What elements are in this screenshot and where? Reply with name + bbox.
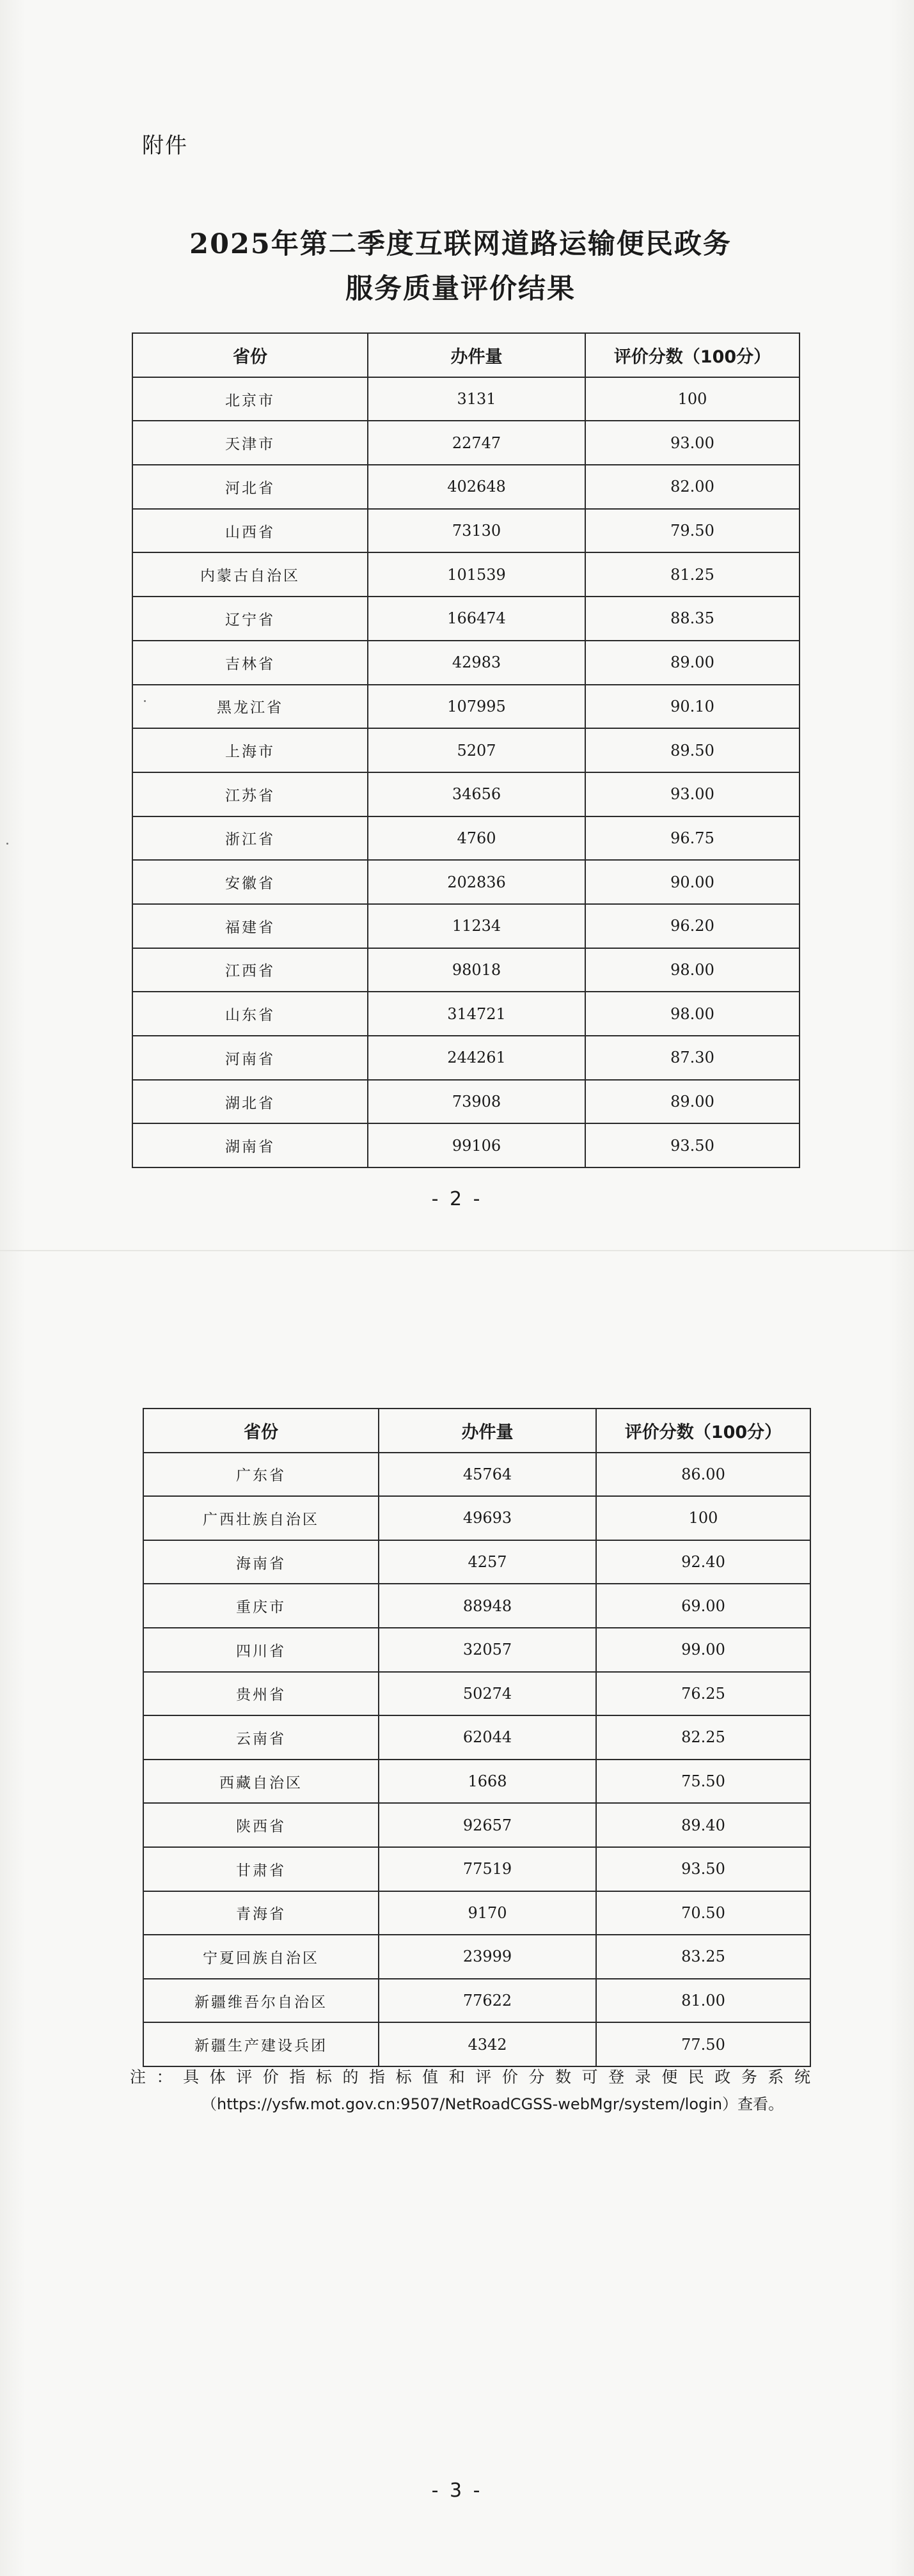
table-row [132, 509, 800, 553]
page-divider [0, 1250, 914, 1251]
volume-cell: 77622 [379, 1979, 596, 2023]
table-body-page-2 [143, 1453, 810, 2066]
table-row [132, 641, 800, 685]
volume-cell: 32057 [379, 1628, 596, 1672]
province-cell: 湖南省 [132, 1123, 368, 1167]
score-cell: 82.00 [585, 465, 800, 509]
score-cell: 96.20 [585, 904, 800, 948]
score-cell: 75.50 [596, 1760, 810, 1804]
table-row [132, 860, 800, 904]
header-score: 评价分数（100分） [585, 333, 800, 377]
table-row [143, 1672, 810, 1716]
province-cell: 江西省 [132, 948, 368, 992]
province-cell: 天津市 [132, 421, 368, 465]
footnote-line-1: 注：具体评价指标的指标值和评价分数可登录便民政务系统 [130, 2068, 811, 2086]
score-cell: 87.30 [585, 1036, 800, 1080]
volume-cell: 3131 [368, 377, 585, 421]
volume-cell: 4342 [379, 2022, 596, 2066]
province-cell: 河北省 [132, 465, 368, 509]
province-cell: 河南省 [132, 1036, 368, 1080]
volume-cell: 23999 [379, 1935, 596, 1979]
volume-cell: 73130 [368, 509, 585, 553]
table-row [143, 1628, 810, 1672]
score-cell: 70.50 [596, 1891, 810, 1935]
score-cell: 82.25 [596, 1715, 810, 1760]
score-cell: 89.50 [585, 728, 800, 772]
score-cell: 76.25 [596, 1672, 810, 1716]
volume-cell: 62044 [379, 1715, 596, 1760]
volume-cell: 88948 [379, 1584, 596, 1628]
province-cell: 辽宁省 [132, 597, 368, 641]
volume-cell: 314721 [368, 992, 585, 1036]
table-row [143, 1891, 810, 1935]
table-row [132, 1036, 800, 1080]
table-header-row [143, 1409, 810, 1453]
volume-cell: 1668 [379, 1760, 596, 1804]
table-row [132, 1080, 800, 1124]
volume-cell: 11234 [368, 904, 585, 948]
score-cell: 89.40 [596, 1803, 810, 1847]
table-row [143, 1979, 810, 2023]
province-cell: 广西壮族自治区 [143, 1496, 379, 1540]
table-row [132, 1123, 800, 1167]
table-row [143, 1584, 810, 1628]
table-row [132, 552, 800, 597]
volume-cell: 166474 [368, 597, 585, 641]
volume-cell: 98018 [368, 948, 585, 992]
volume-cell: 101539 [368, 552, 585, 597]
volume-cell: 22747 [368, 421, 585, 465]
volume-cell: 45764 [379, 1453, 596, 1497]
score-cell: 93.00 [585, 772, 800, 816]
header-volume: 办件量 [379, 1409, 596, 1453]
attachment-label: 附件 [142, 133, 188, 159]
volume-cell: 73908 [368, 1080, 585, 1124]
score-cell: 98.00 [585, 948, 800, 992]
table-row [132, 728, 800, 772]
province-cell: 福建省 [132, 904, 368, 948]
province-cell: 广东省 [143, 1453, 379, 1497]
volume-cell: 34656 [368, 772, 585, 816]
score-cell: 69.00 [596, 1584, 810, 1628]
score-cell: 93.50 [596, 1847, 810, 1891]
score-cell: 92.40 [596, 1540, 810, 1584]
table-row [132, 685, 800, 729]
score-cell: 100 [585, 377, 800, 421]
table-row [143, 1453, 810, 1497]
province-cell: 海南省 [143, 1540, 379, 1584]
table-row [143, 1760, 810, 1804]
table-row [132, 992, 800, 1036]
province-cell: 浙江省 [132, 816, 368, 861]
score-cell: 89.00 [585, 1080, 800, 1124]
province-cell: 新疆生产建设兵团 [143, 2022, 379, 2066]
table-row [143, 1847, 810, 1891]
table-row [132, 377, 800, 421]
province-cell: 黑龙江省 [132, 685, 368, 729]
province-cell: 陕西省 [143, 1803, 379, 1847]
volume-cell: 5207 [368, 728, 585, 772]
table-row [132, 948, 800, 992]
province-cell: 湖北省 [132, 1080, 368, 1124]
province-cell: 西藏自治区 [143, 1760, 379, 1804]
table-row [132, 816, 800, 861]
province-cell: 云南省 [143, 1715, 379, 1760]
volume-cell: 4760 [368, 816, 585, 861]
footnote [130, 2064, 811, 2118]
province-cell: 北京市 [132, 377, 368, 421]
volume-cell: 4257 [379, 1540, 596, 1584]
table-row [143, 1496, 810, 1540]
table-row [143, 1715, 810, 1760]
score-cell: 90.00 [585, 860, 800, 904]
score-cell: 99.00 [596, 1628, 810, 1672]
score-cell: 96.75 [585, 816, 800, 861]
province-cell: 安徽省 [132, 860, 368, 904]
table-row [143, 1935, 810, 1979]
province-cell: 上海市 [132, 728, 368, 772]
score-cell: 98.00 [585, 992, 800, 1036]
score-cell: 88.35 [585, 597, 800, 641]
province-cell: 山东省 [132, 992, 368, 1036]
volume-cell: 99106 [368, 1123, 585, 1167]
header-volume: 办件量 [368, 333, 585, 377]
province-cell: 青海省 [143, 1891, 379, 1935]
table-body-page-1 [132, 377, 800, 1167]
volume-cell: 49693 [379, 1496, 596, 1540]
table-row [132, 904, 800, 948]
volume-cell: 42983 [368, 641, 585, 685]
page-number: - 2 - [431, 1188, 483, 1210]
footnote-line-2-url: （https://ysfw.mot.gov.cn:9507/NetRoadCGSS-webMgr/system/login）查看。 [201, 2095, 784, 2113]
score-cell: 81.00 [596, 1979, 810, 2023]
volume-cell: 202836 [368, 860, 585, 904]
score-cell: 93.00 [585, 421, 800, 465]
table-row [132, 772, 800, 816]
score-cell: 77.50 [596, 2022, 810, 2066]
province-cell: 宁夏回族自治区 [143, 1935, 379, 1979]
volume-cell: 77519 [379, 1847, 596, 1891]
header-score: 评价分数（100分） [596, 1409, 810, 1453]
province-cell: 四川省 [143, 1628, 379, 1672]
province-cell: 新疆维吾尔自治区 [143, 1979, 379, 2023]
province-cell: 山西省 [132, 509, 368, 553]
volume-cell: 107995 [368, 685, 585, 729]
score-cell: 100 [596, 1496, 810, 1540]
volume-cell: 244261 [368, 1036, 585, 1080]
table-row [132, 421, 800, 465]
province-cell: 甘肃省 [143, 1847, 379, 1891]
score-cell: 81.25 [585, 552, 800, 597]
table-row [143, 1803, 810, 1847]
header-province: 省份 [132, 333, 368, 377]
volume-cell: 92657 [379, 1803, 596, 1847]
score-cell: 79.50 [585, 509, 800, 553]
table-header-row [132, 333, 800, 377]
table-row [132, 597, 800, 641]
table-row [143, 2022, 810, 2066]
table-row [132, 465, 800, 509]
page-number: - 3 - [431, 2479, 483, 2502]
province-cell: 江苏省 [132, 772, 368, 816]
score-cell: 89.00 [585, 641, 800, 685]
volume-cell: 402648 [368, 465, 585, 509]
scan-speck [6, 843, 8, 845]
score-cell: 83.25 [596, 1935, 810, 1979]
score-cell: 93.50 [585, 1123, 800, 1167]
document-title-line-1: 2025年第二季度互联网道路运输便民政务 [189, 228, 732, 260]
province-cell: 重庆市 [143, 1584, 379, 1628]
table-row [143, 1540, 810, 1584]
document-title-line-2: 服务质量评价结果 [345, 273, 576, 305]
header-province: 省份 [143, 1409, 379, 1453]
province-cell: 内蒙古自治区 [132, 552, 368, 597]
volume-cell: 9170 [379, 1891, 596, 1935]
volume-cell: 50274 [379, 1672, 596, 1716]
score-cell: 86.00 [596, 1453, 810, 1497]
score-cell: 90.10 [585, 685, 800, 729]
evaluation-table-page-1 [132, 332, 800, 1168]
evaluation-table-page-2 [143, 1408, 811, 2067]
province-cell: 贵州省 [143, 1672, 379, 1716]
province-cell: 吉林省 [132, 641, 368, 685]
